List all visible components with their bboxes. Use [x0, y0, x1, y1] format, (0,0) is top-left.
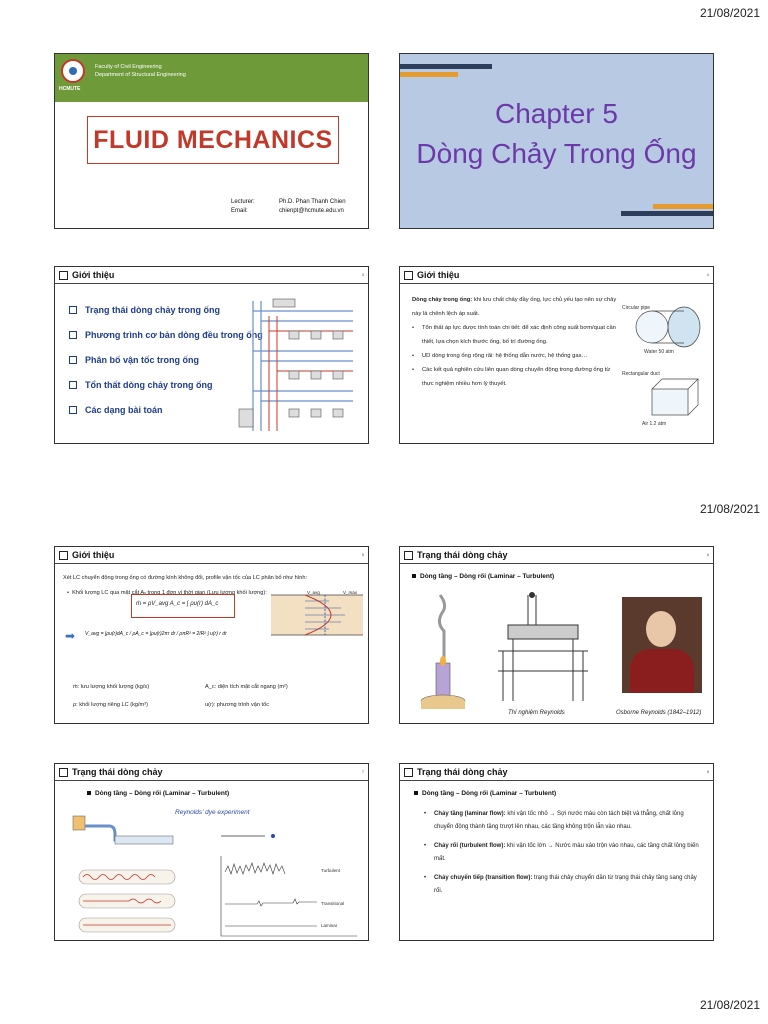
bullet-square-icon — [414, 791, 418, 795]
subheading-text: Dòng tầng – Dòng rối (Laminar – Turbulent) — [422, 790, 557, 797]
slide-body — [412, 293, 622, 391]
velocity-profile-figure — [271, 589, 363, 639]
logo-text: HCMUTE — [59, 86, 81, 92]
fig-label: Air 1.2 atm — [642, 421, 667, 427]
page-date: 21/08/2021 — [699, 6, 760, 20]
department-name: Department of Structural Engineering — [95, 72, 186, 78]
email-label: Email: — [231, 208, 248, 214]
chapter-title — [400, 94, 713, 174]
lecturer-info — [231, 198, 346, 216]
checkbox-icon — [69, 381, 77, 389]
checkbox-icon — [404, 768, 413, 777]
course-title: FLUID MECHANICS — [87, 116, 339, 164]
definition-text: ṁ: lưu lượng khối lượng (kg/s) — [73, 684, 150, 690]
definition-text: u(r): phương trình vận tốc — [205, 702, 270, 708]
checkbox-icon — [59, 768, 68, 777]
university-logo-icon — [61, 59, 85, 83]
decor-bar — [653, 204, 713, 209]
regime-label: Transitional — [321, 901, 345, 906]
checkbox-icon — [59, 271, 68, 280]
figure-caption: Thí nghiệm Reynolds — [508, 710, 565, 716]
slide-header — [55, 267, 368, 284]
reynolds-apparatus-illustration — [488, 591, 598, 705]
slide-number: 6 — [706, 552, 709, 557]
term-description: khi vận tốc nhỏ → Sợi nước màu còn tách biệt và thẳng, chất lỏng chuyển động thành tầng trượt lên nhau, các tầng không trộn lẫn vào nhau. — [434, 811, 684, 830]
bullet-item — [424, 840, 702, 866]
slide-number: 4 — [706, 272, 709, 277]
definition-text: A_c: diện tích mặt cắt ngang (m²) — [205, 684, 288, 690]
body-text: Xét LC chuyển động trong ống có đường kính không đổi, profile vận tốc của LC phân bố như hình: — [63, 575, 308, 581]
slide-title — [54, 53, 369, 229]
osborne-reynolds-portrait — [622, 597, 702, 693]
bullet-square-icon — [87, 791, 91, 795]
vavg-label: V_avg — [307, 590, 320, 595]
slide-number: 3 — [361, 272, 364, 277]
subheading-text: Dòng tầng – Dòng rối (Laminar – Turbulent) — [95, 790, 230, 797]
vmax-label: V_max — [343, 590, 358, 595]
term: Chảy rối (turbulent flow): — [434, 843, 506, 849]
fig-label: Circular pipe — [622, 305, 651, 311]
slide-flow-regimes — [399, 763, 714, 941]
email-value: chienpt@hcmute.edu.vn — [279, 208, 344, 214]
slide-header — [55, 764, 368, 781]
bullet-item: • Các kết quả nghiên cứu liên quan dòng chuyển động trong đường ống từ thực nghiệm nhiều hơn lý thuyết. — [412, 363, 622, 391]
slide-intro-outline — [54, 266, 369, 444]
faculty-name: Faculty of Civil Engineering — [95, 64, 162, 70]
slide-number: 5 — [361, 552, 364, 557]
slide-dye-experiment — [54, 763, 369, 941]
page-date: 21/08/2021 — [699, 502, 760, 516]
intro-paragraph — [412, 293, 622, 321]
average-velocity-equation — [85, 627, 265, 645]
list-item-label: Phân bố vận tốc trong ống — [85, 355, 199, 365]
checkbox-icon — [69, 356, 77, 364]
checkbox-icon — [404, 271, 413, 280]
list-item-label: Phương trình cơ bản dòng đều trong ống — [85, 330, 263, 340]
slide-header — [400, 267, 713, 284]
checkbox-icon — [404, 551, 413, 560]
slide-heading: Trạng thái dòng chảy — [417, 767, 508, 777]
equation-text: ṁ = ρV_avg A_c = ∫ ρu(r) dA_c — [136, 601, 219, 607]
candle-smoke-illustration — [418, 591, 478, 719]
equation-text: V_avg = ∫ρu(r)dA_c / ρA_c = ∫ρu(r)2πr dr / ρπR² = 2/R² ∫ u(r) r dr — [85, 631, 227, 637]
chapter-name: Dòng Chảy Trong Ống — [416, 138, 697, 169]
list-item-label: Các dạng bài toán — [85, 405, 163, 415]
arrow-right-icon: ➡ — [65, 629, 76, 643]
slide-intro-pipe-flow — [399, 266, 714, 444]
slide-subheading — [87, 790, 229, 797]
checkbox-icon — [69, 331, 77, 339]
page-date: 21/08/2021 — [699, 998, 760, 1012]
term: Chảy tầng (laminar flow): — [434, 811, 506, 817]
subheading-text: Dòng tầng – Dòng rối (Laminar – Turbulent) — [420, 573, 555, 580]
slide-heading: Giới thiệu — [417, 270, 460, 280]
velocity-time-chart — [217, 826, 365, 938]
bullet-item: • UD dòng trong ống rộng rãi: hệ thống dẫn nước, hệ thống gas… — [412, 349, 622, 363]
decor-bar — [400, 64, 492, 69]
list-item-label: Tổn thất dòng chảy trong ống — [85, 380, 213, 390]
pipe-duct-figure — [622, 297, 712, 437]
bullet-item: • Tổn thất áp lực được tính toán chi tiết: để xác định công suất bơm/quạt cần thiết, lựa chọn kích thước ống, bố trí đường ống. — [412, 321, 622, 349]
slide-heading: Trạng thái dòng chảy — [72, 767, 163, 777]
regime-label: Turbulent — [321, 868, 340, 873]
bullet-text: Khối lượng LC qua mặt cắt Aₓ trong 1 đơn vị thời gian (Lưu lượng khối lượng): — [72, 590, 267, 596]
slide-heading: Giới thiệu — [72, 550, 115, 560]
intro-term: Dòng chảy trong ống: — [412, 297, 473, 303]
intro-text: khi lưu chất chảy đầy ống, lực chủ yếu tạo nên sự chảy này là chênh lệch áp suất. — [412, 297, 617, 317]
checkbox-icon — [69, 406, 77, 414]
slide-velocity-profile — [54, 546, 369, 724]
piping-system-diagram — [233, 291, 363, 439]
slide-number: 8 — [706, 769, 709, 774]
dye-pipe-illustration — [69, 812, 209, 938]
regime-label: Laminar — [321, 923, 338, 928]
slide-header — [400, 547, 713, 564]
decor-bar — [621, 211, 713, 216]
slide-heading: Trạng thái dòng chảy — [417, 550, 508, 560]
checkbox-icon — [69, 306, 77, 314]
slide-header — [55, 547, 368, 564]
chapter-number: Chapter 5 — [495, 98, 618, 129]
bullet-item: • Khối lượng LC qua mặt cắt Aₓ trong 1 đơn vị thời gian (Lưu lượng khối lượng): — [67, 590, 267, 596]
slide-subheading — [412, 573, 554, 580]
slide-body — [424, 808, 702, 904]
slide-chapter — [399, 53, 714, 229]
slide-number: 7 — [361, 769, 364, 774]
term-description: khi vận tốc lớn → Nước màu xáo trộn vào nhau, các tầng chất lỏng biến mất. — [434, 843, 699, 862]
decor-bar — [400, 72, 458, 77]
checkbox-icon — [59, 551, 68, 560]
figure-caption: Osborne Reynolds (1842–1912) — [616, 710, 702, 716]
fig-label: Rectangular duct — [622, 371, 660, 377]
definition-text: ρ: khối lượng riêng LC (kg/m³) — [73, 702, 148, 708]
slide-reynolds-experiment — [399, 546, 714, 724]
experiment-title: Reynolds' dye experiment — [175, 809, 250, 816]
slide-heading: Giới thiệu — [72, 270, 115, 280]
slide-header — [400, 764, 713, 781]
term: Chảy chuyển tiếp (transition flow): — [434, 875, 533, 881]
lecturer-name: Ph.D. Phan Thanh Chien — [279, 199, 346, 205]
faculty-text — [95, 63, 186, 79]
bullet-square-icon — [412, 574, 416, 578]
bullet-item — [424, 808, 702, 834]
fig-label: Water 50 atm — [644, 349, 674, 355]
lecturer-label: Lecturer: — [231, 199, 255, 205]
bullet-item — [424, 872, 702, 898]
mass-flow-equation — [131, 594, 235, 618]
slide-subheading — [414, 790, 556, 797]
term-description: trạng thái chảy chuyển dần từ trạng thái chảy tầng sang chảy rối. — [434, 875, 697, 894]
list-item-label: Trạng thái dòng chảy trong ống — [85, 305, 220, 315]
